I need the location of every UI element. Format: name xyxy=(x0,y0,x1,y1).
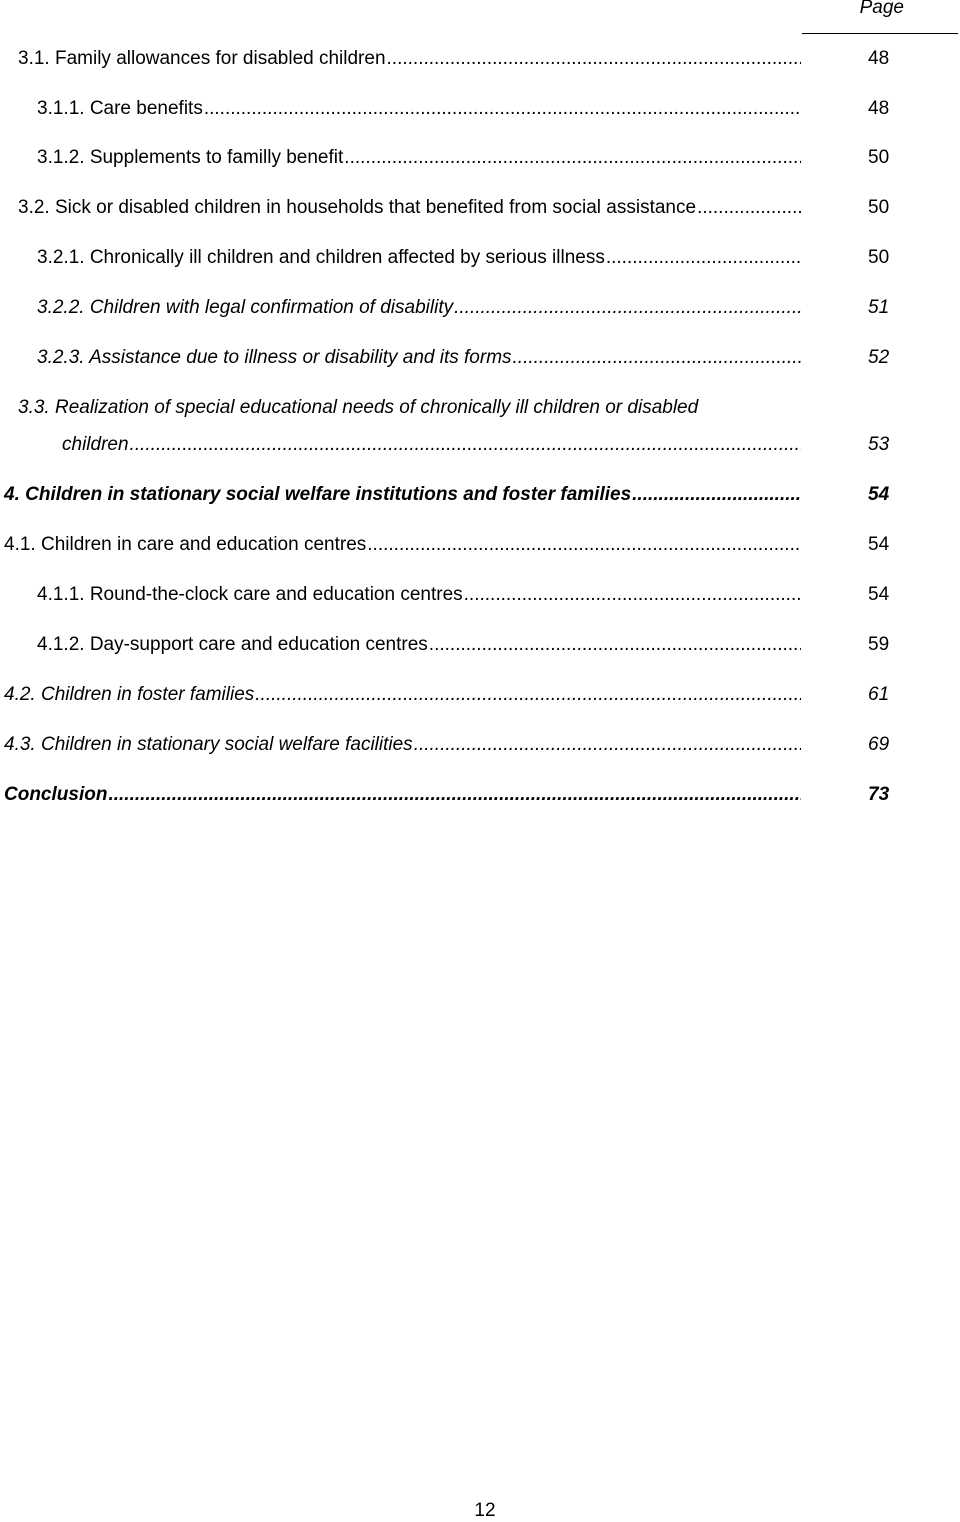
leader-dots xyxy=(255,683,801,707)
leader-dots xyxy=(429,633,801,657)
leader-dots xyxy=(108,783,801,807)
page-column-header xyxy=(802,0,958,34)
toc-entry-title-continued: children xyxy=(62,434,129,455)
leader-dots xyxy=(344,146,801,170)
toc-entry-page: 53 xyxy=(868,434,890,455)
toc-entry-title: 3.2. Sick or disabled children in households that benefited from social assistance xyxy=(18,197,697,218)
toc-entry-title: 4.3. Children in stationary social welfare facilities xyxy=(4,734,413,755)
toc-entry-title: 4.1. Children in care and education centres xyxy=(4,534,367,555)
leader-dots xyxy=(387,47,801,71)
toc-entry-page: 54 xyxy=(868,534,890,555)
leader-dots xyxy=(606,246,801,270)
leader-dots xyxy=(464,583,801,607)
toc-entry-title: 4.2. Children in foster families xyxy=(4,684,255,705)
toc-entry-title: 3.2.1. Chronically ill children and children affected by serious illness xyxy=(37,247,605,268)
page-number: 12 xyxy=(474,1500,496,1521)
toc-entry-page: 73 xyxy=(868,784,890,805)
toc-entry-page: 69 xyxy=(868,734,890,755)
toc-entry-title: 3.2.3. Assistance due to illness or disability and its forms xyxy=(37,347,512,368)
toc-entry-page: 48 xyxy=(868,48,890,69)
leader-dots xyxy=(454,296,801,320)
toc-entry-title: 4.1.2. Day-support care and education centres xyxy=(37,634,428,655)
toc-entry-page: 52 xyxy=(868,347,890,368)
toc-entry-title: 3.1. Family allowances for disabled children xyxy=(18,48,386,69)
toc-entry-title: 3.1.2. Supplements to familly benefit xyxy=(37,147,344,168)
toc-entry-page: 50 xyxy=(868,197,890,218)
leader-dots xyxy=(632,483,801,507)
toc-entry-title: 3.2.2. Children with legal confirmation of disability xyxy=(37,297,454,318)
leader-dots xyxy=(697,196,801,220)
toc-entry-title: 3.1.1. Care benefits xyxy=(37,98,203,119)
toc-entry-page: 50 xyxy=(868,147,890,168)
toc-entry-title: Conclusion xyxy=(4,784,108,805)
toc-entry-title: 4.1.1. Round-the-clock care and education centres xyxy=(37,584,463,605)
toc-entry-title: 4. Children in stationary social welfare institutions and foster families xyxy=(4,484,632,505)
leader-dots xyxy=(414,733,801,757)
leader-dots xyxy=(367,533,801,557)
leader-dots xyxy=(204,97,801,121)
toc-entry-page: 51 xyxy=(868,297,890,318)
toc-entry-page: 59 xyxy=(868,634,890,655)
toc-entry-page: 54 xyxy=(868,584,890,605)
toc-entry-title: 3.3. Realization of special educational needs of chronically ill children or disabled xyxy=(18,397,699,418)
toc-entry[interactable] xyxy=(0,396,960,456)
toc-entry-page: 48 xyxy=(868,98,890,119)
toc-entry-page: 50 xyxy=(868,247,890,268)
toc-entry-page: 61 xyxy=(868,684,890,705)
toc-entry-page: 54 xyxy=(868,484,890,505)
page-column-label: Page xyxy=(859,0,904,18)
leader-dots xyxy=(130,433,801,457)
leader-dots xyxy=(513,346,801,370)
